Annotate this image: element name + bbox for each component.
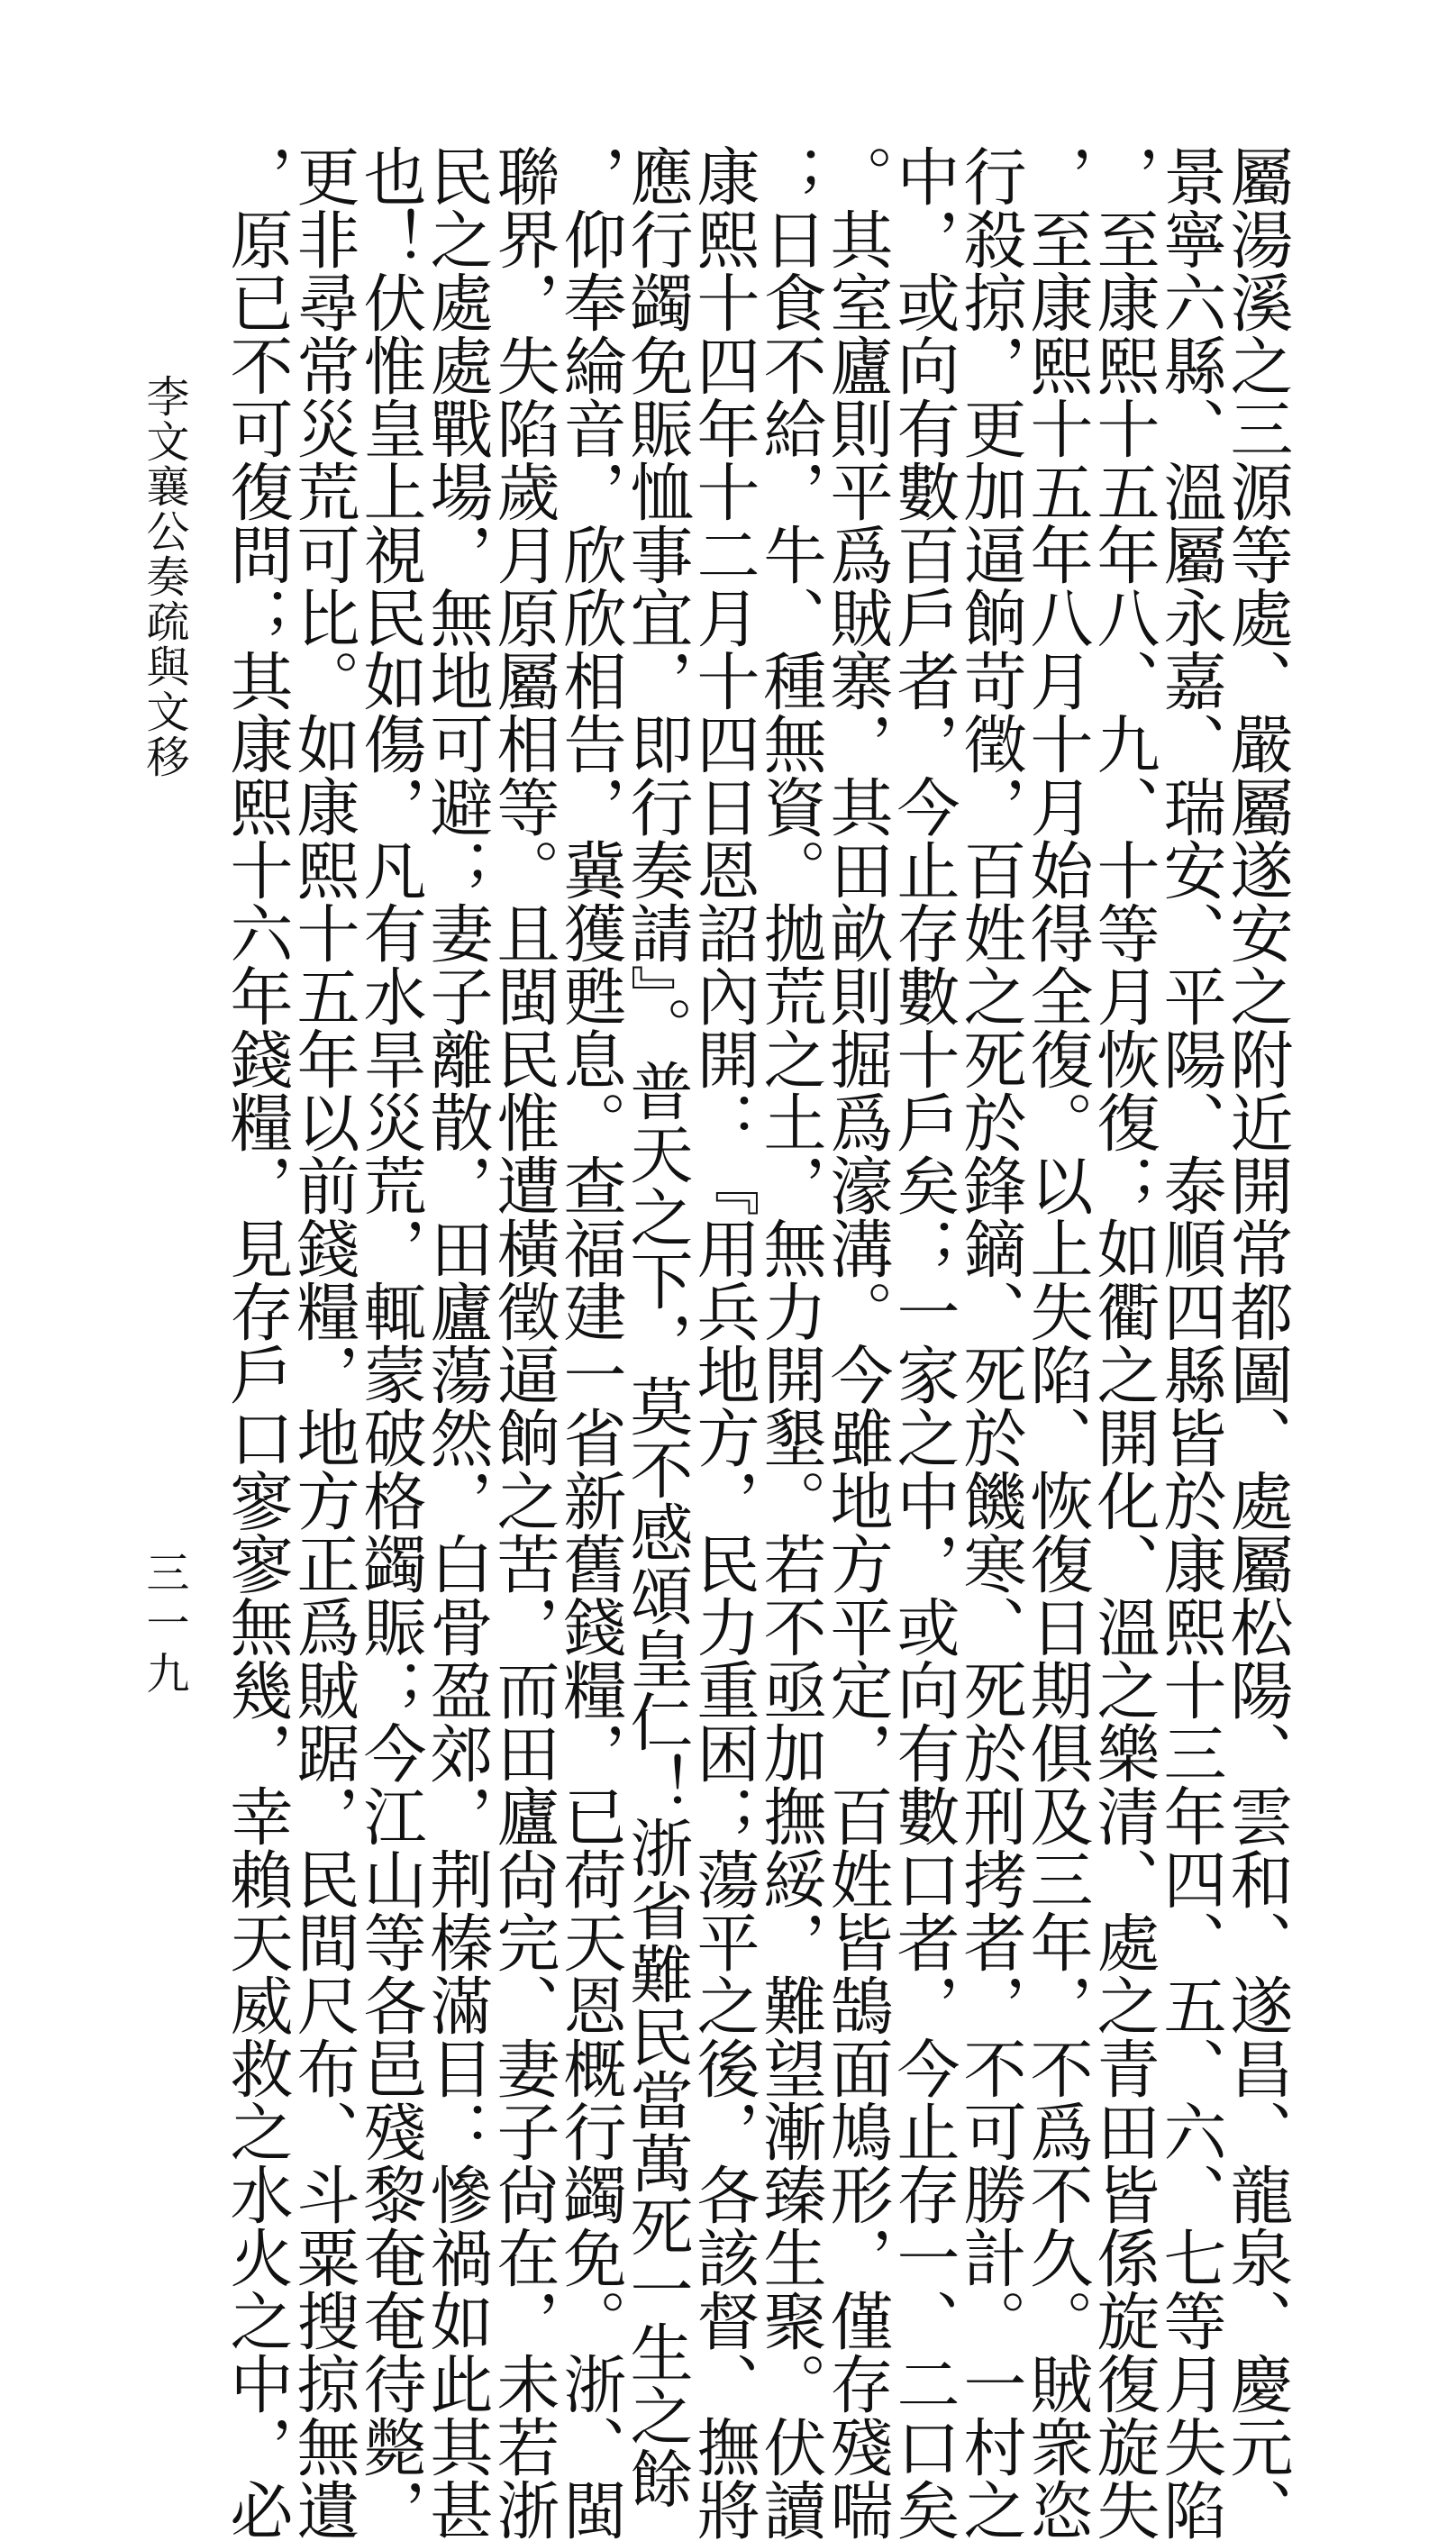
text-column-8: ；日食不給，牛、種無資。拋荒之土，無力開墾。若不亟加撫綏，難望漸臻生聚。伏讀 [753,144,827,2541]
text-column-11: ，仰奉綸音，欣欣相告，冀獲甦息。查福建一省新舊錢糧，已荷天恩概行蠲免。浙、閩 [553,144,627,2541]
text-column-3: ，至康熙十五年八、九、十等月恢復；如衢之開化、溫之樂清、處之青田皆係旋復旋失 [1087,144,1160,2541]
page-number: 三一九 [139,1550,189,1701]
text-column-5: 行殺掠，更加逼餉苛徵，百姓之死於鋒鏑、死於饑寒、死於刑拷者，不可勝計。一村之 [953,144,1027,2541]
text-column-12: 聯界，失陷歲月原屬相等。且閩民惟遭橫徵逼餉之苦，而田廬尙完、妻子尙在，未若浙 [487,144,560,2541]
running-header-title: 李文襄公奏疏與文移 [139,374,189,779]
text-column-4: ，至康熙十五年八月十月始得全復。以上失陷、恢復日期俱及三年，不爲不久。賊衆恣 [1020,144,1094,2541]
text-column-16: ，原已不可復問；其康熙十六年錢糧，見存戶口寥寥無幾，幸賴天威救之水火之中，必 [220,144,294,2541]
text-column-6: 中，或向有數百戶者，今止存數十戶矣；一家之中，或向有數口者，今止存一、二口矣 [887,144,960,2541]
text-column-14: 也！伏惟皇上視民如傷，凡有水旱災荒，輒蒙破格蠲賑；今江山等各邑殘黎奄奄待斃， [353,144,427,2541]
text-column-15: 更非尋常災荒可比。如康熙十五年以前錢糧，地方正爲賊踞，民間尺布、斗粟搜掠無遺 [287,144,360,2541]
text-column-2: 景寧六縣、溫屬永嘉、瑞安、平陽、泰順四縣皆於康熙十三年四、五、六、七等月失陷 [1153,144,1227,2541]
text-column-7: 。其室廬則平爲賊寨，其田畝則掘爲濠溝。今雖地方平定，百姓皆鵠面鳩形，僅存殘喘 [820,144,894,2541]
text-column-9: 康熙十四年十二月十四日恩詔內開：『用兵地方，民力重困；蕩平之後，各該督、撫將 [687,144,760,2541]
text-column-13: 民之處處戰場，無地可避；妻子離散，田廬蕩然，白骨盈郊，荆榛滿目：慘禍如此其甚 [420,144,494,2541]
text-column-1: 屬湯溪之三源等處、嚴屬遂安之附近開常都圖、處屬松陽、雲和、遂昌、龍泉、慶元、 [1220,144,1294,2541]
text-column-10: 應行蠲免賑恤事宜，即行奏請』。普天之下，莫不感頌皇仁！浙省難民當萬死一生之餘 [620,144,694,2509]
